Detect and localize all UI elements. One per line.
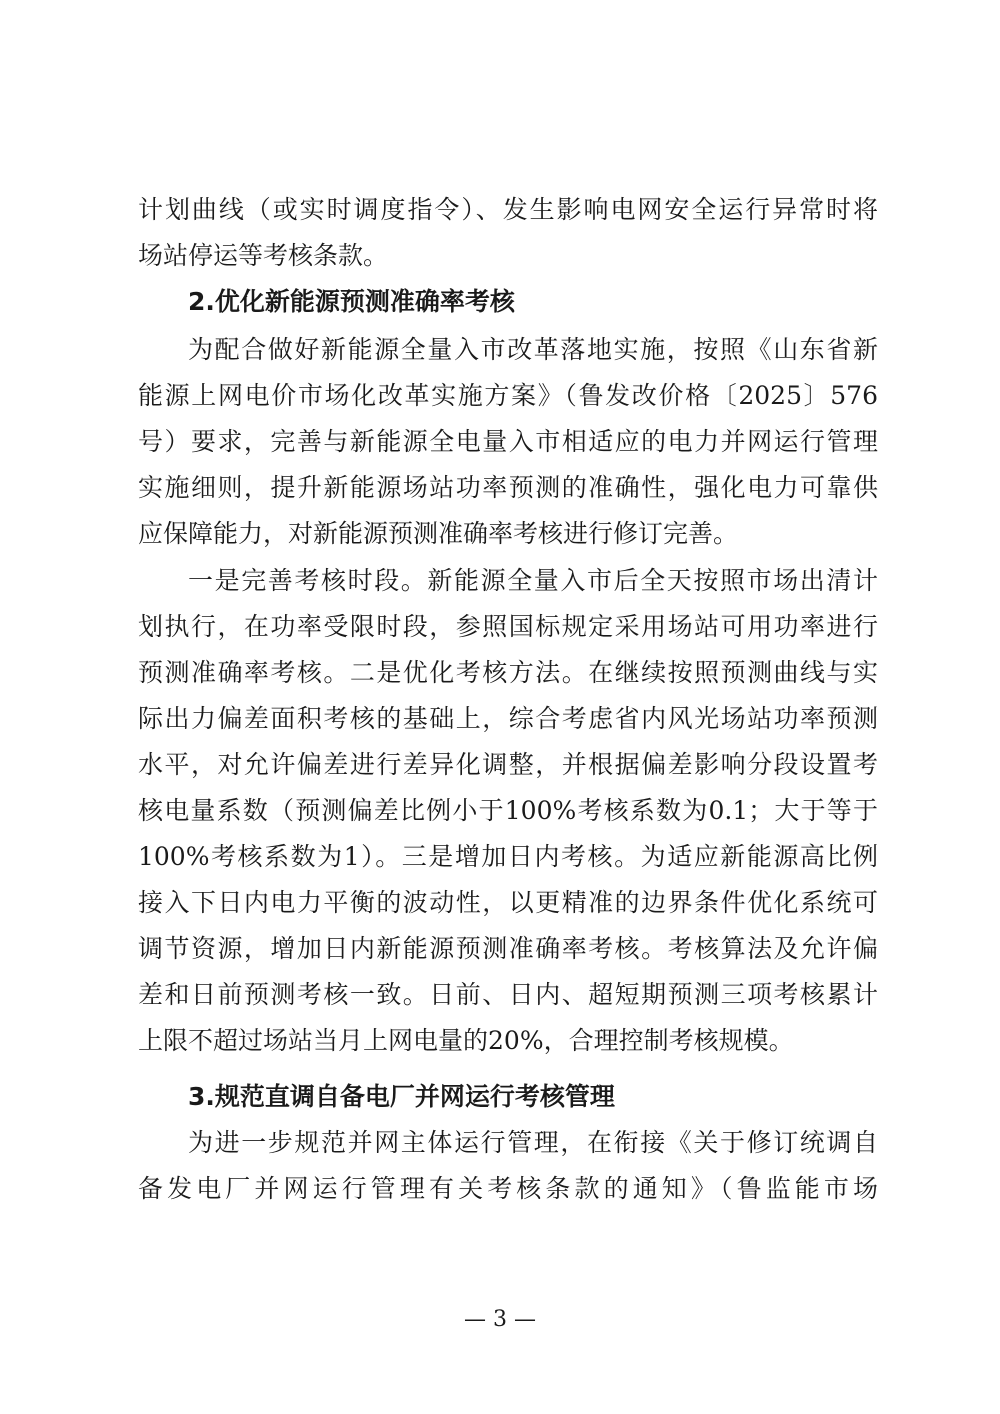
paragraph-line: 应保障能力，对新能源预测准确率考核进行修订完善。	[138, 519, 739, 548]
paragraph-line: 接入下日内电力平衡的波动性，以更精准的边界条件优化系统可	[138, 888, 878, 917]
section-heading: 3.规范直调自备电厂并网运行考核管理	[188, 1082, 615, 1111]
paragraph-line: 实施细则，提升新能源场站功率预测的准确性，强化电力可靠供	[138, 473, 878, 502]
page-number: — 3 —	[464, 1307, 536, 1332]
paragraph-line: 能源上网电价市场化改革实施方案》（鲁发改价格〔2025〕576	[138, 381, 878, 410]
paragraph-line: 号）要求，完善与新能源全电量入市相适应的电力并网运行管理	[138, 427, 878, 456]
paragraph-line: 为配合做好新能源全量入市改革落地实施，按照《山东省新	[188, 335, 878, 364]
paragraph-line: 100%考核系数为1）。三是增加日内考核。为适应新能源高比例	[138, 842, 878, 871]
paragraph-line: 为进一步规范并网主体运行管理，在衔接《关于修订统调自	[188, 1128, 878, 1157]
paragraph-line: 一是完善考核时段。新能源全量入市后全天按照市场出清计	[188, 566, 878, 595]
paragraph-line: 际出力偏差面积考核的基础上，综合考虑省内风光场站功率预测	[138, 704, 878, 733]
paragraph-line: 水平，对允许偏差进行差异化调整，并根据偏差影响分段设置考	[138, 750, 878, 779]
paragraph-line: 预测准确率考核。二是优化考核方法。在继续按照预测曲线与实	[138, 658, 878, 687]
paragraph-line: 调节资源，增加日内新能源预测准确率考核。考核算法及允许偏	[138, 934, 878, 963]
paragraph-line: 划执行，在功率受限时段，参照国标规定采用场站可用功率进行	[138, 612, 878, 641]
section-heading: 2.优化新能源预测准确率考核	[188, 287, 515, 316]
paragraph-line: 场站停运等考核条款。	[138, 241, 389, 270]
paragraph-line: 上限不超过场站当月上网电量的20%，合理控制考核规模。	[138, 1026, 794, 1055]
paragraph-line: 差和日前预测考核一致。日前、日内、超短期预测三项考核累计	[138, 980, 878, 1009]
paragraph-line: 备发电厂并网运行管理有关考核条款的通知》（鲁监能市场	[138, 1174, 878, 1203]
paragraph-line: 计划曲线（或实时调度指令）、发生影响电网安全运行异常时将	[138, 195, 878, 224]
paragraph-line: 核电量系数（预测偏差比例小于100%考核系数为0.1；大于等于	[138, 796, 878, 825]
